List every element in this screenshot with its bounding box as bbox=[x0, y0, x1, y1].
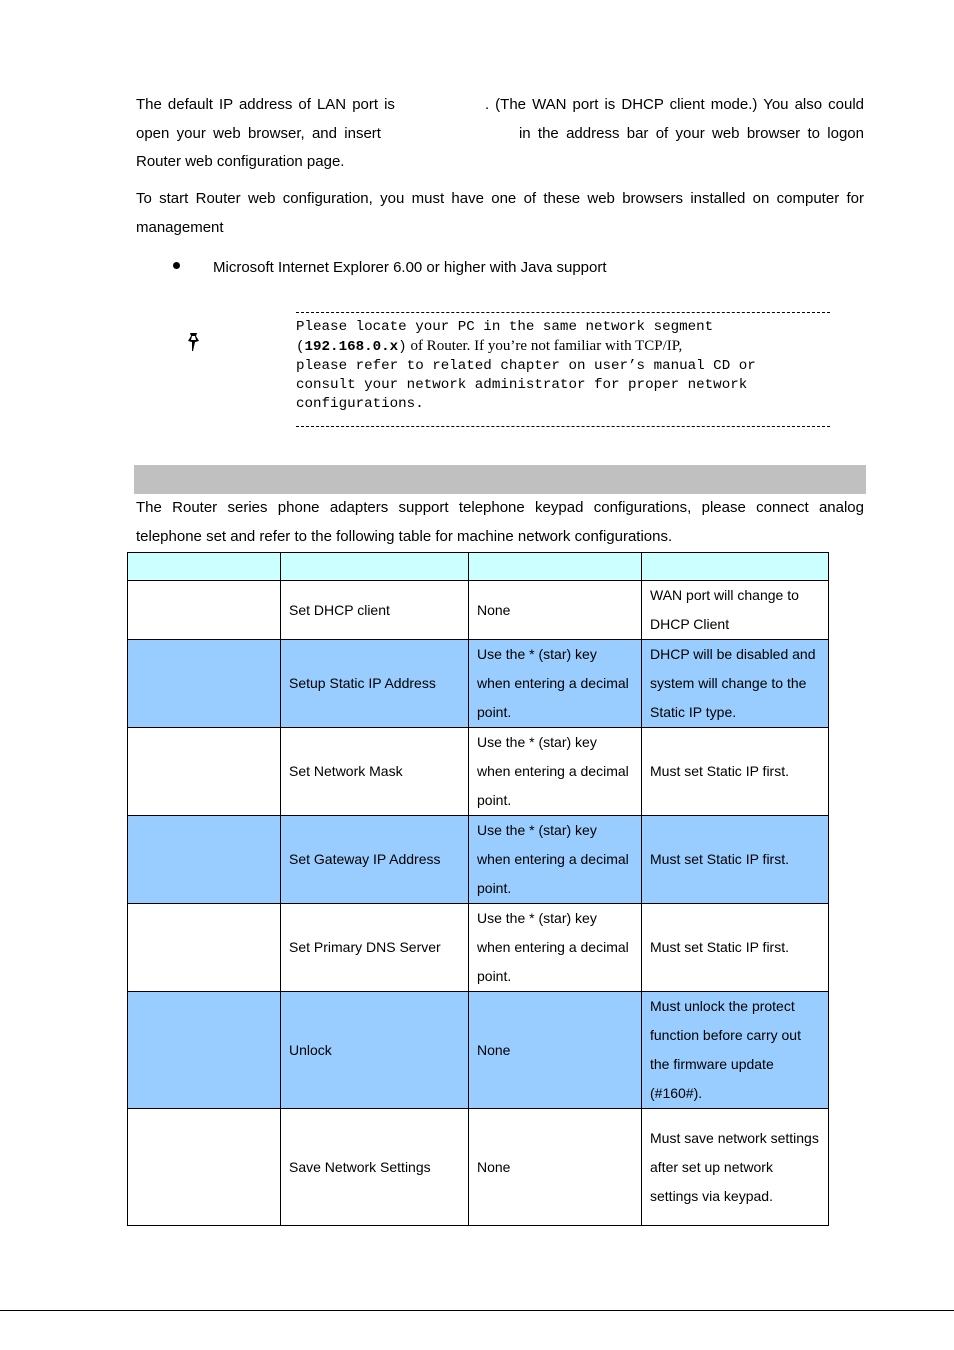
table-row bbox=[128, 581, 829, 640]
input-cell: None bbox=[469, 1109, 642, 1226]
browser-requirement-item: Microsoft Internet Explorer 6.00 or higher with Java support bbox=[213, 259, 607, 276]
table-row bbox=[128, 992, 829, 1109]
header-cell bbox=[128, 553, 281, 581]
ip-segment: 192.168.0.x bbox=[304, 339, 399, 355]
intro-text-1: The default IP address of LAN port is bbox=[136, 96, 395, 113]
input-cell: Use the * (star) key when entering a decimal point. bbox=[469, 728, 642, 816]
table-row bbox=[128, 816, 829, 904]
bullet-marker bbox=[173, 262, 180, 269]
input-cell: Use the * (star) key when entering a decimal point. bbox=[469, 640, 642, 728]
keypad-config-table bbox=[127, 552, 829, 1226]
input-cell: Use the * (star) key when entering a decimal point. bbox=[469, 904, 642, 992]
function-cell: Set Network Mask bbox=[281, 728, 469, 816]
table-row bbox=[128, 904, 829, 992]
function-cell: Set DHCP client bbox=[281, 581, 469, 640]
input-cell: None bbox=[469, 992, 642, 1109]
header-cell bbox=[642, 553, 829, 581]
intro-text-2: . (The WAN port is DHCP client mode.) You also could open your web browser, and insert bbox=[136, 96, 864, 142]
note-cell: WAN port will change to DHCP Client bbox=[642, 581, 829, 640]
function-cell: Set Gateway IP Address bbox=[281, 816, 469, 904]
note-text: Please locate your PC in the same network segment (192.168.0.x) of Router. If you’re not familiar with TCP/IP, please refer to related chapter on user’s manual CD or consult your network administrator for proper network configurations. bbox=[296, 319, 756, 412]
input-cell: None bbox=[469, 581, 642, 640]
function-cell: Setup Static IP Address bbox=[281, 640, 469, 728]
note-box bbox=[296, 312, 830, 427]
function-cell: Save Network Settings bbox=[281, 1109, 469, 1226]
command-cell bbox=[128, 728, 281, 816]
function-cell: Set Primary DNS Server bbox=[281, 904, 469, 992]
table-row bbox=[128, 1109, 829, 1226]
input-cell: Use the * (star) key when entering a decimal point. bbox=[469, 816, 642, 904]
command-cell bbox=[128, 1109, 281, 1226]
table-row bbox=[128, 728, 829, 816]
table-row bbox=[128, 640, 829, 728]
header-cell bbox=[469, 553, 642, 581]
footer-divider bbox=[0, 1310, 954, 1311]
table-header-row bbox=[128, 553, 829, 581]
command-cell bbox=[128, 816, 281, 904]
function-cell: Unlock bbox=[281, 992, 469, 1109]
note-cell: DHCP will be disabled and system will change to the Static IP type. bbox=[642, 640, 829, 728]
keypad-intro-paragraph: The Router series phone adapters support telephone keypad configurations, please connect analog telephone set and refer to the following table for machine network configurations. bbox=[136, 499, 864, 545]
browser-requirement-paragraph: To start Router web configuration, you must have one of these web browsers installed on computer for management bbox=[136, 190, 864, 236]
command-cell bbox=[128, 640, 281, 728]
note-cell: Must set Static IP first. bbox=[642, 728, 829, 816]
command-cell bbox=[128, 992, 281, 1109]
intro-paragraph bbox=[136, 91, 864, 177]
header-cell bbox=[281, 553, 469, 581]
note-cell: Must unlock the protect function before carry out the firmware update (#160#). bbox=[642, 992, 829, 1109]
command-cell bbox=[128, 904, 281, 992]
section-heading-bar bbox=[134, 465, 866, 494]
note-cell: Must save network settings after set up network settings via keypad. bbox=[642, 1109, 829, 1226]
intro-text-3: in the address bar of your web browser to logon Router web configuration page. bbox=[136, 124, 864, 170]
note-cell: Must set Static IP first. bbox=[642, 816, 829, 904]
pushpin-icon bbox=[184, 330, 204, 354]
command-cell bbox=[128, 581, 281, 640]
note-cell: Must set Static IP first. bbox=[642, 904, 829, 992]
